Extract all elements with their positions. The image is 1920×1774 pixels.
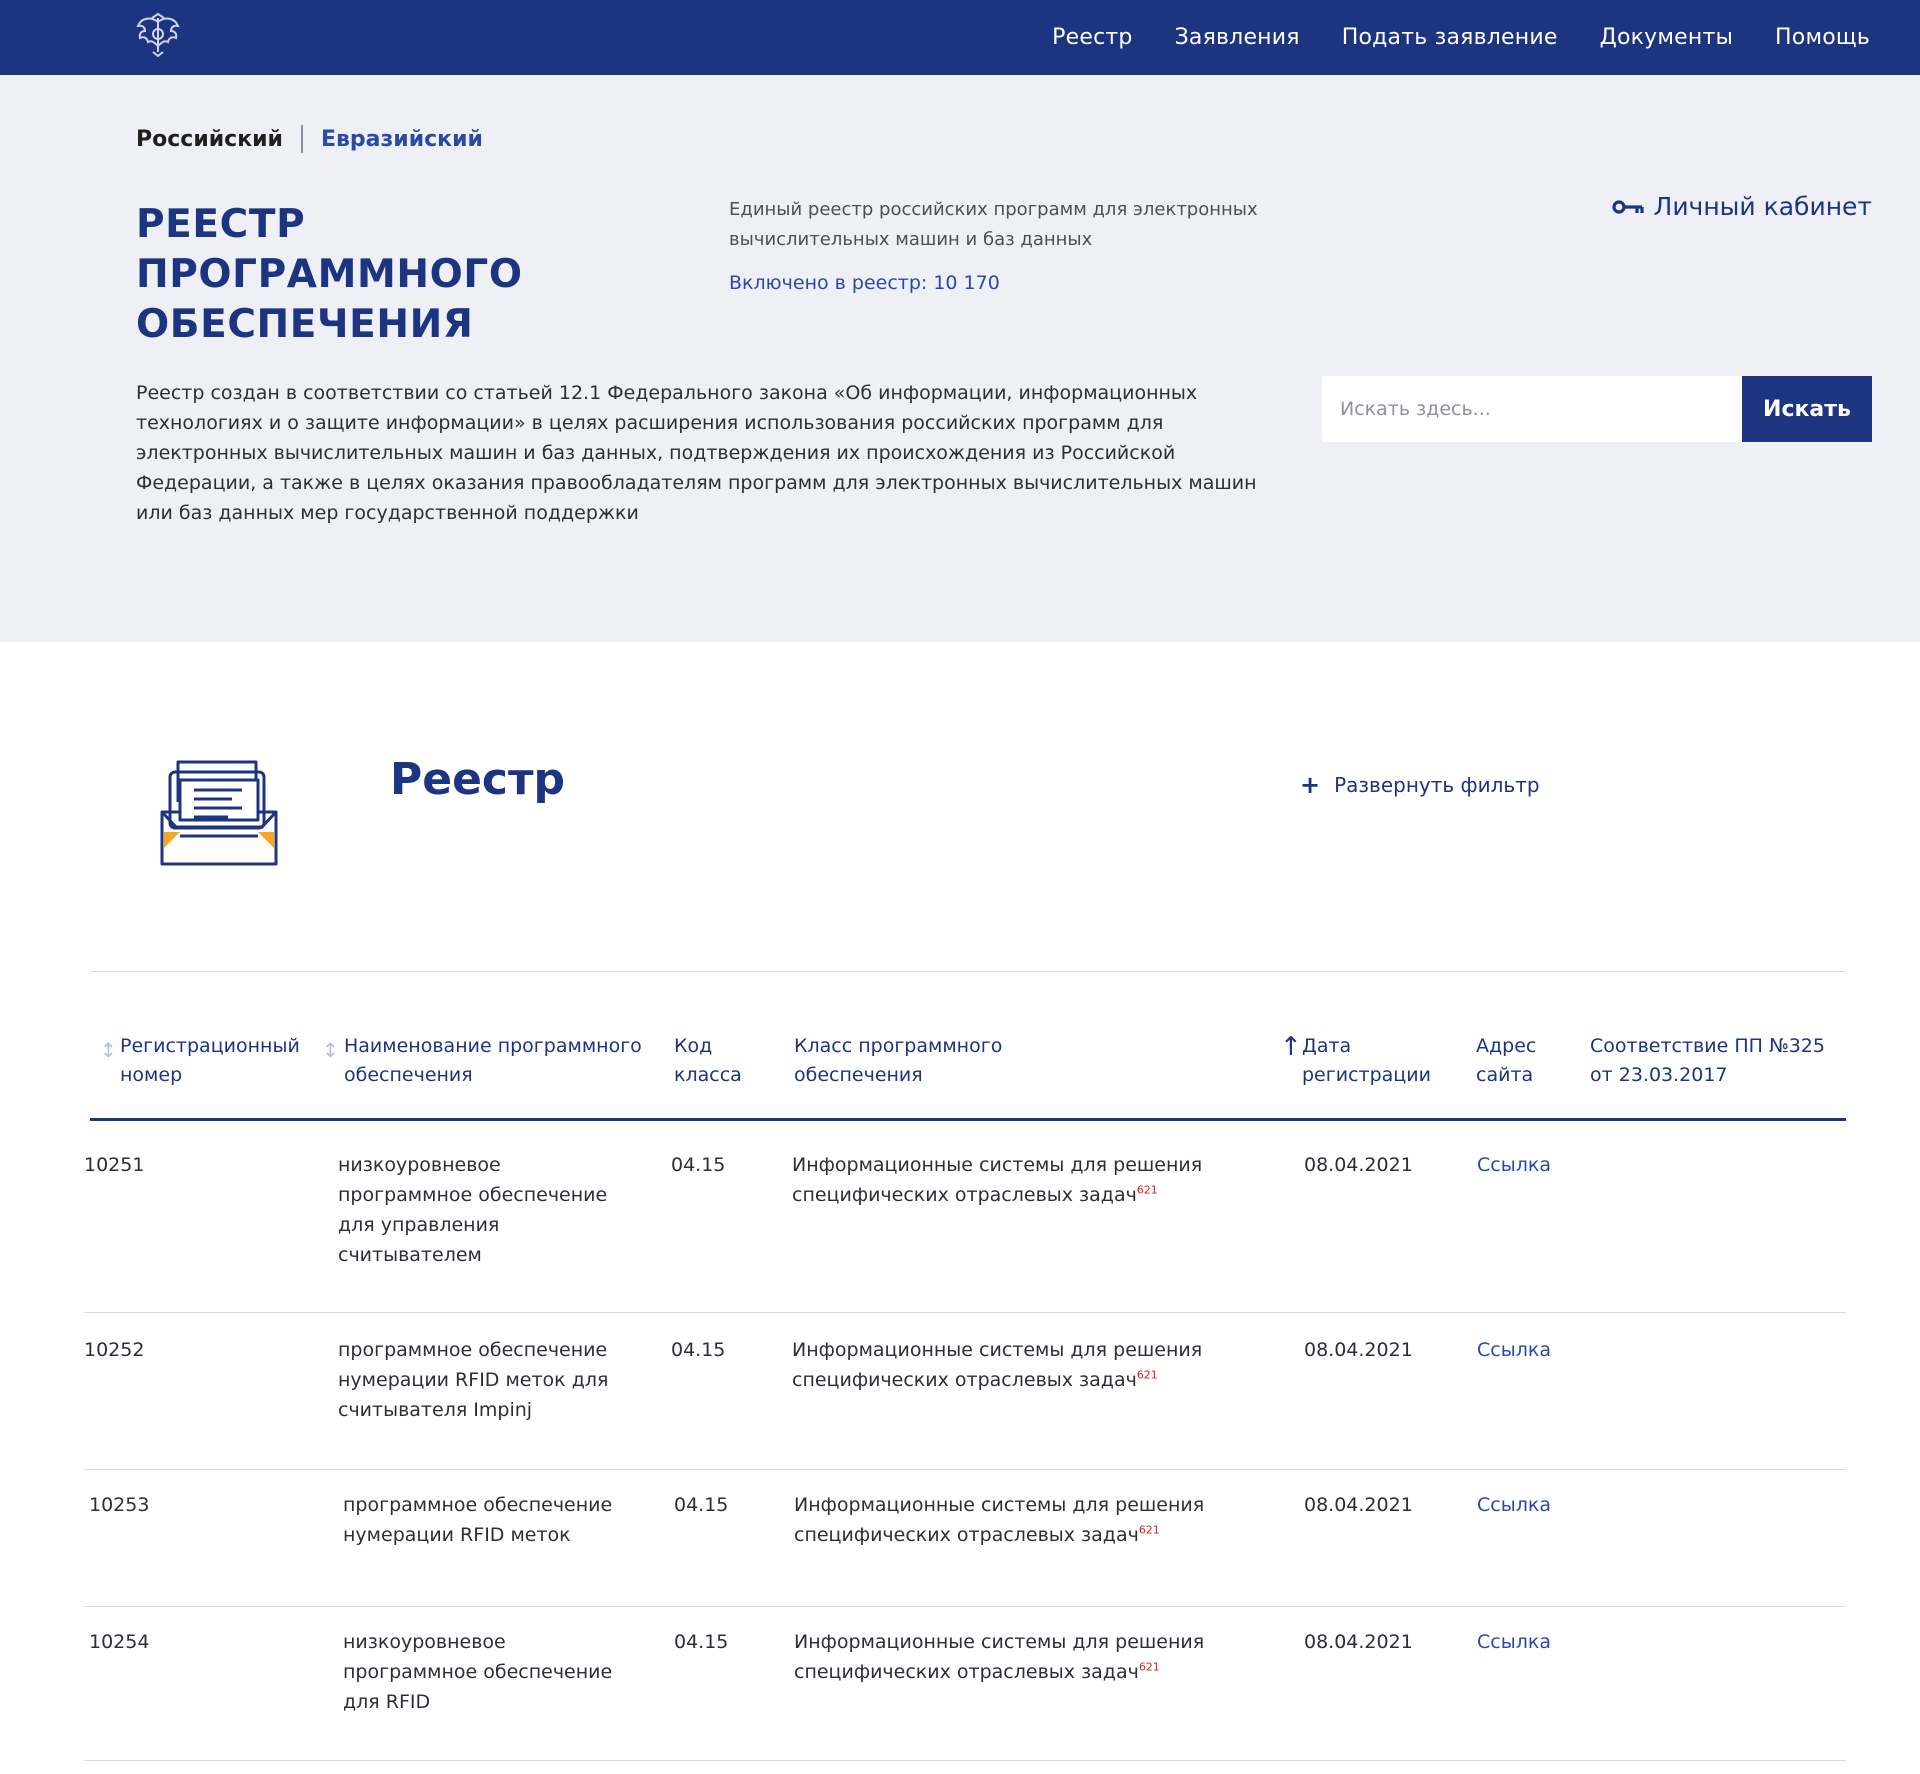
footnote-mark: 621 [1136,1183,1158,1197]
cell-name: низкоуровневое программное обеспечение для RFID [343,1631,613,1713]
cell-reg-date: 08.04.2021 [1304,1339,1413,1361]
nav-item-documents[interactable]: Документы [1599,25,1734,50]
cell-class-code: 04.15 [671,1154,726,1176]
nav-item-help[interactable]: Помощь [1775,25,1870,50]
column-header-reg-date[interactable]: Дата регистрации [1302,1035,1431,1086]
table-header-divider [90,1118,1846,1121]
sort-arrow-up-icon[interactable]: ↑ [1280,1032,1302,1062]
website-link[interactable]: Ссылка [1477,1339,1551,1361]
personal-account-link[interactable] [1612,192,1872,221]
row-divider [84,1606,1846,1607]
column-header-class[interactable]: Класс программного обеспечения [794,1035,1003,1086]
section-title: Реестр [390,754,566,805]
website-link[interactable]: Ссылка [1477,1631,1551,1653]
column-header-pp325[interactable]: Соответствие ПП №325 от 23.03.2017 [1590,1035,1825,1086]
cell-name: программное обеспечение нумерации RFID меток [343,1494,613,1546]
page-title: РЕЕСТР ПРОГРАММНОГО ОБЕСПЕЧЕНИЯ [136,202,523,347]
table-row[interactable] [84,1335,1846,1465]
cell-class-text: Информационные системы для решения специфических отраслевых задач [792,1339,1203,1391]
row-divider [84,1469,1846,1470]
lang-divider [301,125,303,153]
website-link[interactable]: Ссылка [1477,1154,1551,1176]
table-row[interactable] [84,1627,1846,1747]
divider [90,971,1846,972]
cell-class-code: 04.15 [674,1494,729,1516]
cell-class-text: Информационные системы для решения специфических отраслевых задач [792,1154,1203,1206]
column-header-reg-number[interactable]: Регистрационный номер [120,1035,300,1086]
cell-class-code: 04.15 [674,1631,729,1653]
footnote-mark: 621 [1138,1660,1160,1674]
registry-count: Включено в реестр: 10 170 [729,272,1000,294]
footnote-mark: 621 [1138,1523,1160,1537]
cell-reg-number: 10254 [89,1631,150,1653]
cell-reg-number: 10253 [89,1494,150,1516]
lang-tab-eurasian[interactable]: Евразийский [320,126,483,152]
cell-reg-date: 08.04.2021 [1304,1154,1413,1176]
cell-reg-number: 10251 [84,1154,145,1176]
table-header [90,1032,1846,1120]
hero-section [0,75,1920,642]
cell-reg-date: 08.04.2021 [1304,1494,1413,1516]
registry-switch [136,125,483,153]
website-link[interactable]: Ссылка [1477,1494,1551,1516]
cell-class [794,1627,1234,1687]
footnote-mark: 621 [1136,1368,1158,1382]
nav-item-submit-application[interactable]: Подать заявление [1341,25,1558,50]
table-row[interactable] [84,1150,1846,1310]
cell-class-code: 04.15 [671,1339,726,1361]
coat-of-arms-logo[interactable] [133,12,183,58]
expand-filter-label: Развернуть фильтр [1334,773,1540,797]
column-header-name[interactable]: Наименование программного обеспечения [344,1035,642,1086]
column-header-class-code[interactable]: Код класса [674,1035,742,1086]
nav-item-applications[interactable]: Заявления [1174,25,1300,50]
table-row[interactable] [84,1490,1846,1600]
sort-updown-icon[interactable]: ↕ [322,1038,339,1062]
hero-subtitle: Единый реестр российских программ для электронных вычислительных машин и баз данных [729,199,1258,250]
personal-account-label: Личный кабинет [1653,192,1872,221]
cell-name: программное обеспечение нумерации RFID меток для считывателя Impinj [338,1339,609,1421]
search-button[interactable]: Искать [1742,376,1872,442]
nav-item-registry[interactable]: Реестр [1052,25,1133,50]
cell-class-text: Информационные системы для решения специфических отраслевых задач [794,1494,1205,1546]
row-divider [84,1312,1846,1313]
hero-description: Реестр создан в соответствии со статьей 12.1 Федерального закона «Об информации, информационных технологиях и о защите информации» в целях расширения использования российских программ для электронных вычислительных машин и баз данных, подтверждения их происхождения из Российской Федерации, а также в целях оказания правообладателям программ для электронных вычислительных машин или баз данных мер государственной поддержки [136,382,1257,524]
column-header-website[interactable]: Адрес сайта [1476,1035,1537,1086]
cell-class-text: Информационные системы для решения специфических отраслевых задач [794,1631,1205,1683]
cell-reg-number: 10252 [84,1339,145,1361]
cell-class [794,1490,1234,1550]
lang-tab-russian[interactable]: Российский [136,126,283,152]
row-divider [84,1760,1846,1761]
cell-class [792,1150,1232,1210]
cell-class [792,1335,1232,1395]
cell-reg-date: 08.04.2021 [1304,1631,1413,1653]
search-input[interactable] [1322,376,1742,442]
sort-updown-icon[interactable]: ↕ [100,1038,117,1062]
main-nav [1052,0,1870,75]
top-navbar [0,0,1920,75]
key-icon [1612,198,1644,216]
plus-icon: + [1300,771,1321,799]
registry-tray-icon [158,752,280,872]
cell-name: низкоуровневое программное обеспечение для управления считывателем [338,1154,608,1266]
expand-filter-link[interactable] [1300,771,1540,799]
